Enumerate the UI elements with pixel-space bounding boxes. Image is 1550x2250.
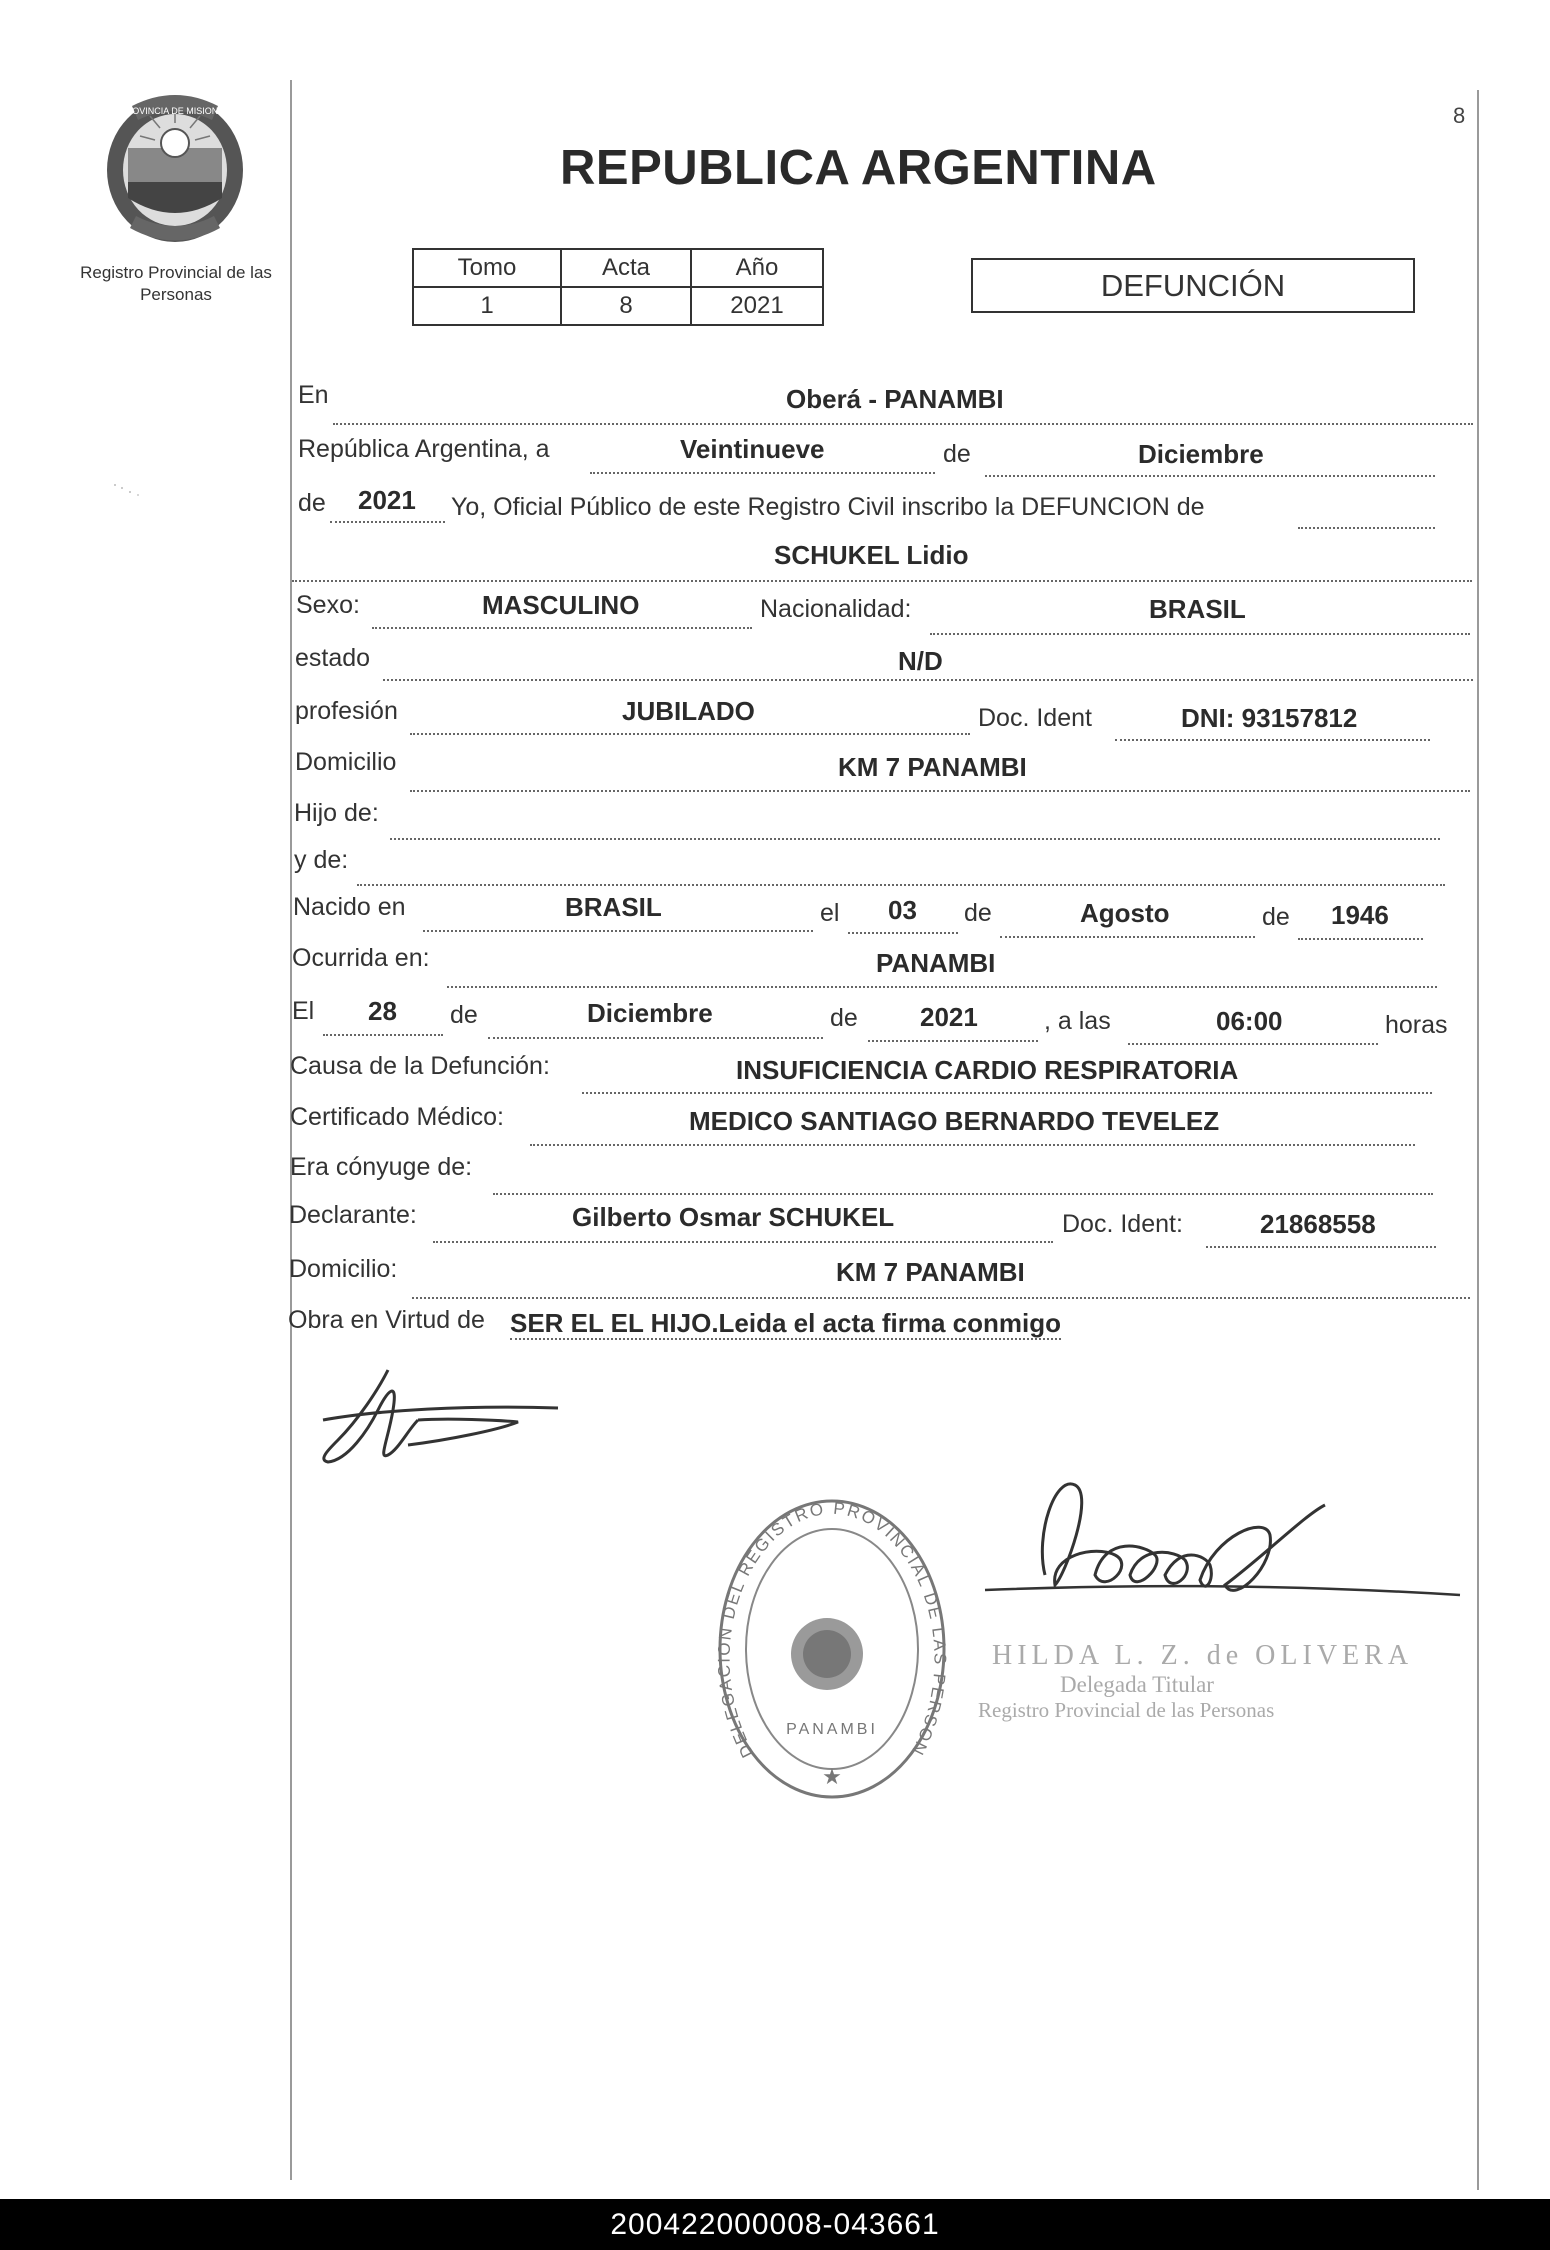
sexo-dotline: [372, 627, 752, 629]
official-name: HILDA L. Z. de OLIVERA: [992, 1640, 1414, 1671]
fecha-alas-label: , a las: [1044, 1007, 1111, 1035]
inscription-text: Yo, Oficial Público de este Registro Civil inscribo la DEFUNCION de: [451, 493, 1205, 521]
doc-ident-value: DNI: 93157812: [1181, 703, 1358, 733]
official-title: Delegada Titular: [1060, 1672, 1214, 1697]
domicilio2-value: KM 7 PANAMBI: [836, 1257, 1025, 1287]
doc-ident-dotline: [1115, 739, 1430, 741]
organization-name: Registro Provincial de las Personas: [80, 263, 272, 304]
republica-label: República Argentina, a: [298, 435, 550, 463]
registry-header-acta: Acta: [561, 249, 691, 287]
causa-value: INSUFICIENCIA CARDIO RESPIRATORIA: [736, 1055, 1239, 1085]
republica-de-label: de: [943, 440, 971, 468]
nacido-de-label: de: [964, 899, 992, 927]
nacido-day-dotline: [848, 932, 958, 934]
nacido-day: 03: [888, 895, 917, 925]
declarante-label: Declarante:: [289, 1201, 417, 1229]
registry-header-tomo: Tomo: [413, 249, 561, 287]
nacido-de2-label: de: [1262, 903, 1290, 931]
declarante-value: Gilberto Osmar SCHUKEL: [572, 1202, 895, 1232]
en-value: Oberá - PANAMBI: [786, 384, 1004, 414]
domicilio-value: KM 7 PANAMBI: [838, 752, 1027, 782]
registry-header-ano: Año: [691, 249, 823, 287]
profesion-dotline: [410, 733, 970, 735]
certificado-value: MEDICO SANTIAGO BERNARDO TEVELEZ: [689, 1106, 1220, 1136]
page-number: 8: [1453, 103, 1466, 128]
nacido-el-label: el: [820, 899, 840, 927]
ocurrida-label: Ocurrida en:: [292, 944, 430, 972]
official-org: Registro Provincial de las Personas: [978, 1698, 1275, 1722]
conyuge-dotline: [493, 1193, 1433, 1195]
fecha-de2-label: de: [830, 1004, 858, 1032]
certificado-dotline: [530, 1144, 1415, 1146]
fecha-year-dotline: [868, 1040, 1038, 1042]
fecha-horas-label: horas: [1385, 1011, 1448, 1039]
fecha-year: 2021: [920, 1002, 978, 1032]
nacido-month-dotline: [1000, 936, 1255, 938]
declarante-doc-label: Doc. Ident:: [1062, 1210, 1183, 1238]
declarant-signature: [318, 1350, 568, 1480]
y-de-dotline: [357, 884, 1445, 886]
sexo-label: Sexo:: [296, 591, 360, 619]
right-margin-line: [1477, 90, 1479, 2190]
fecha-time-dotline: [1128, 1043, 1378, 1045]
fecha-time: 06:00: [1216, 1006, 1283, 1036]
causa-label: Causa de la Defunción:: [290, 1052, 550, 1080]
stamp-ring-text: DELEGACION DEL REGISTRO PROVINCIAL DE LAS PERSON: [714, 1498, 950, 1761]
declarante-doc-dotline: [1206, 1246, 1436, 1248]
province-logo: [100, 88, 250, 248]
stamp-place: PANAMBI: [786, 1721, 878, 1738]
causa-dotline: [582, 1092, 1432, 1094]
estado-label: estado: [295, 644, 371, 672]
hijo-de-dotline: [390, 838, 1440, 840]
year-line-end-dotline: [1298, 527, 1435, 529]
registry-value-acta: 8: [561, 287, 691, 325]
record-year: 2021: [358, 485, 416, 515]
declarante-doc-value: 21868558: [1260, 1209, 1376, 1239]
registry-value-ano: 2021: [691, 287, 823, 325]
doc-ident-label: Doc. Ident: [978, 704, 1092, 732]
domicilio2-label: Domicilio:: [289, 1255, 398, 1283]
sexo-value: MASCULINO: [482, 590, 640, 620]
year-dotline: [330, 521, 445, 523]
deceased-dotline: [292, 580, 1472, 582]
republica-day: Veintinueve: [680, 434, 825, 464]
fecha-day: 28: [368, 996, 397, 1026]
estado-value: N/D: [898, 646, 943, 676]
obra-value: SER EL EL HIJO.Leida el acta firma conmigo: [510, 1308, 1061, 1338]
domicilio-dotline: [410, 790, 1470, 792]
fecha-day-dotline: [323, 1034, 443, 1036]
obra-label: Obra en Virtud de: [288, 1306, 485, 1334]
ocurrida-dotline: [447, 986, 1437, 988]
nacionalidad-label: Nacionalidad:: [760, 595, 912, 623]
year-de-label: de: [298, 489, 326, 517]
hijo-de-label: Hijo de:: [294, 799, 379, 827]
nacido-year-dotline: [1298, 938, 1423, 940]
republica-day-dotline: [590, 472, 935, 474]
stamp-star-icon: ★: [822, 1764, 842, 1789]
fecha-de-label: de: [450, 1001, 478, 1029]
logo-top-text: PROVINCIA DE MISIONES: [119, 106, 231, 116]
republica-month: Diciembre: [1138, 439, 1264, 469]
republica-month-dotline: [985, 475, 1435, 477]
scan-specks: [110, 480, 150, 500]
document-code-footer: 200422000008-043661: [0, 2199, 1550, 2250]
nacido-month: Agosto: [1080, 898, 1170, 928]
declarante-dotline: [433, 1241, 1053, 1243]
profesion-value: JUBILADO: [622, 696, 755, 726]
nacionalidad-value: BRASIL: [1149, 594, 1246, 624]
nacido-label: Nacido en: [293, 893, 406, 921]
record-type-box: DEFUNCIÓN: [971, 258, 1415, 313]
ocurrida-value: PANAMBI: [876, 948, 996, 978]
registry-table: [412, 248, 824, 326]
domicilio2-dotline: [412, 1297, 1470, 1299]
fecha-month: Diciembre: [587, 998, 713, 1028]
registry-value-tomo: 1: [413, 287, 561, 325]
profesion-label: profesión: [295, 697, 398, 725]
country-title: REPUBLICA ARGENTINA: [560, 141, 1157, 195]
fecha-month-dotline: [488, 1037, 823, 1039]
registry-stamp: [714, 1494, 950, 1804]
nacido-year: 1946: [1331, 900, 1389, 930]
nacido-place-dotline: [423, 930, 813, 932]
nacionalidad-dotline: [930, 633, 1470, 635]
fecha-el-label: El: [292, 997, 315, 1025]
y-de-label: y de:: [294, 846, 349, 874]
nacido-place: BRASIL: [565, 892, 662, 922]
estado-dotline: [383, 679, 1473, 681]
en-dotline: [333, 423, 1473, 425]
deceased-name: SCHUKEL Lidio: [774, 540, 969, 570]
certificado-label: Certificado Médico:: [290, 1103, 504, 1131]
en-label: En: [298, 381, 329, 409]
domicilio-label: Domicilio: [295, 748, 397, 776]
conyuge-label: Era cónyuge de:: [290, 1153, 473, 1181]
official-signature: [965, 1455, 1465, 1635]
